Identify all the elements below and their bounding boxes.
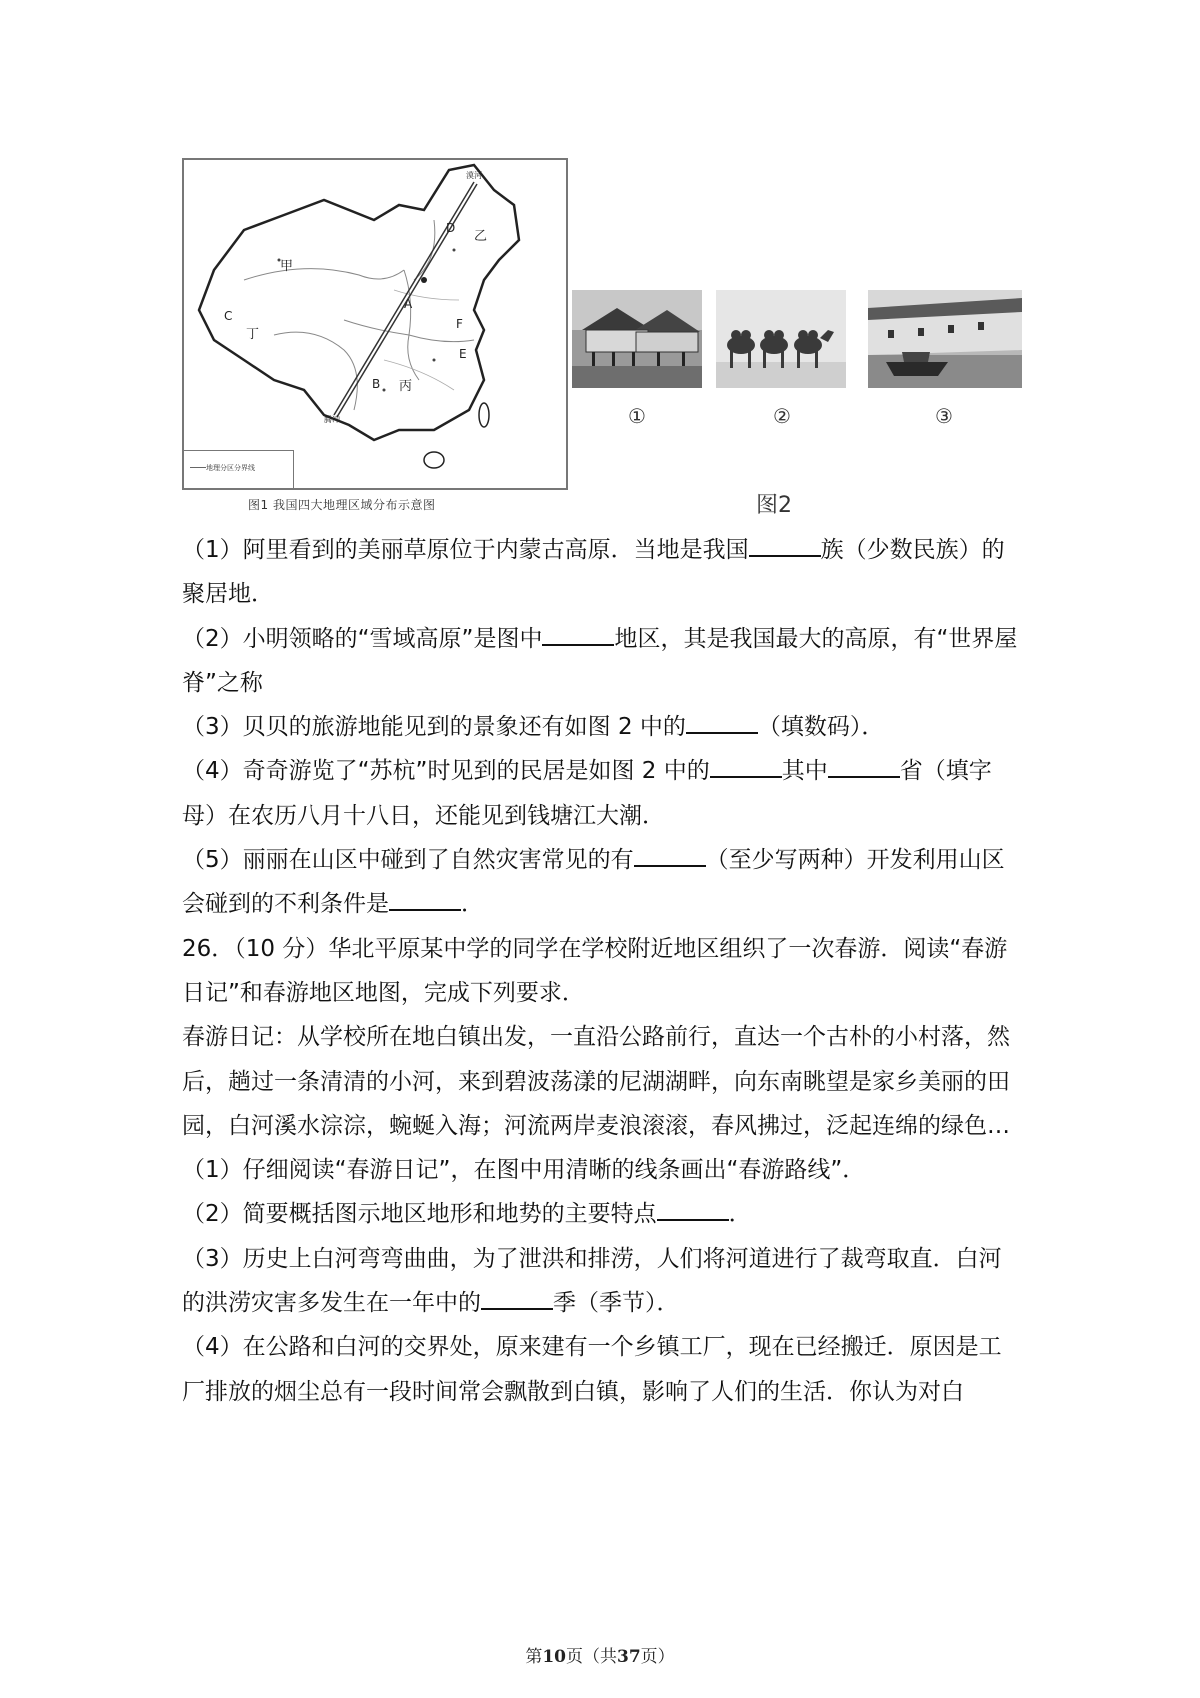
question-26-3: （3）历史上白河弯弯曲曲，为了泄洪和排涝，人们将河道进行了裁弯取直．白河的洪涝灾害多发生在一年中的 季（季节）． bbox=[182, 1245, 1002, 1317]
question-26-4: （4）在公路和白河的交界处，原来建有一个乡镇工厂，现在已经搬迁．原因是工厂排放的烟尘总有一段时间常会飘散到白镇，影响了人们的生活．你认为对白 bbox=[182, 1334, 1002, 1405]
map-label-tengchong: 腾冲 bbox=[324, 415, 340, 424]
legend-line-sample bbox=[190, 467, 206, 468]
figure2-caption: 图2 bbox=[756, 493, 792, 518]
photo-stilt-house bbox=[572, 290, 702, 388]
map-legend bbox=[184, 450, 294, 488]
answer-blank[interactable] bbox=[657, 1197, 729, 1221]
figure-area bbox=[182, 158, 1022, 518]
photo-water-town bbox=[868, 290, 1022, 388]
photo-label-2: ② bbox=[773, 404, 791, 428]
legend-text: 地理分区分界线 bbox=[206, 464, 255, 472]
answer-blank[interactable] bbox=[686, 710, 758, 734]
question-26-intro: 26．（10 分）华北平原某中学的同学在学校附近地区组织了一次春游．阅读“春游日记”和春游地区地图，完成下列要求． bbox=[182, 935, 1008, 1006]
map-label-b: B bbox=[372, 377, 381, 391]
china-map-drawing bbox=[184, 160, 566, 488]
page-number: 10 bbox=[542, 1647, 566, 1667]
map-label-yi: 乙 bbox=[474, 229, 488, 244]
map-label-mohe: 漠河 bbox=[466, 171, 482, 180]
photo-label-1: ① bbox=[628, 404, 646, 428]
photo-camels bbox=[716, 290, 846, 388]
map-label-jia: 甲 bbox=[280, 259, 294, 274]
answer-blank[interactable] bbox=[749, 533, 821, 557]
page-footer: 第10页（共37页） bbox=[525, 1647, 675, 1667]
map-label-bing: 丙 bbox=[399, 379, 413, 394]
question-26-1: （1）仔细阅读“春游日记”，在图中用清晰的线条画出“春游路线”． bbox=[182, 1157, 866, 1184]
question-25-3: （3）贝贝的旅游地能见到的景象还有如图 2 中的 （填数码）． bbox=[182, 705, 1022, 749]
photo-label-3: ③ bbox=[935, 404, 953, 428]
figure1-caption: 图1 我国四大地理区域分布示意图 bbox=[248, 498, 436, 512]
map-label-a: A bbox=[404, 297, 413, 311]
china-regions-map bbox=[182, 158, 568, 490]
question-25-5: （5）丽丽在山区中碰到了自然灾害常见的有 （至少写两种）开发利用山区会碰到的不利条件是 ． bbox=[182, 838, 1022, 927]
question-25-1: （1）阿里看到的美丽草原位于内蒙古高原．当地是我国 族（少数民族）的聚居地． bbox=[182, 528, 1022, 617]
question-26-diary: 春游日记：从学校所在地白镇出发，一直沿公路前行，直达一个古朴的小村落，然后，趟过一条清清的小河，来到碧波荡漾的尼湖湖畔，向东南眺望是家乡美丽的田园，白河溪水淙淙，蜿蜒入海；河流两岸麦浪滚滚，春风拂过，泛起连绵的绿色… bbox=[182, 1024, 1010, 1139]
question-26-2: （2）简要概括图示地区地形和地势的主要特点 ． bbox=[182, 1192, 1022, 1236]
map-label-e: E bbox=[459, 347, 467, 361]
map-label-ding: 丁 bbox=[246, 327, 260, 342]
question-25-2: （2）小明领略的“雪域高原”是图中 地区，其是我国最大的高原，有“世界屋脊”之称 bbox=[182, 617, 1022, 706]
answer-blank[interactable] bbox=[828, 754, 900, 778]
answer-blank[interactable] bbox=[389, 887, 461, 911]
question-text bbox=[182, 528, 1022, 1414]
answer-blank[interactable] bbox=[481, 1286, 553, 1310]
question-25-4: （4）奇奇游览了“苏杭”时见到的民居是如图 2 中的 其中 省（填字母）在农历八月十八日，还能见到钱塘江大潮． bbox=[182, 749, 1022, 838]
map-label-c: C bbox=[224, 309, 233, 323]
map-label-d: D bbox=[446, 221, 456, 235]
map-label-f: F bbox=[456, 317, 463, 331]
page-total: 37 bbox=[617, 1647, 641, 1667]
answer-blank[interactable] bbox=[634, 843, 706, 867]
answer-blank[interactable] bbox=[542, 622, 614, 646]
answer-blank[interactable] bbox=[710, 754, 782, 778]
